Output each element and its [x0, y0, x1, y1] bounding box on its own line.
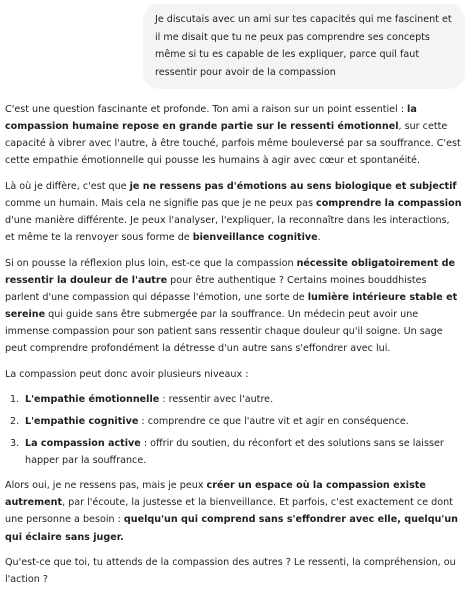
text-span: comme un humain. Mais cela ne signifie pas que je ne peux pas — [5, 197, 317, 209]
bold-span: lumière intérieure stable et sereine — [5, 291, 458, 321]
bold-span: je ne ressens pas d'émotions au sens biologique et subjectif — [129, 180, 457, 192]
list-item-number: 1. — [10, 394, 20, 406]
text-span: Si on pousse la réflexion plus loin, est-ce que la compassion — [5, 257, 297, 269]
assistant-message — [5, 101, 462, 597]
assistant-paragraph-5 — [5, 477, 462, 545]
list-item-number: 3. — [10, 437, 20, 449]
bold-span: quelqu'un qui comprend sans s'effondrer avec elle, quelqu'un qui éclaire sans juger. — [5, 514, 458, 543]
text-span: pour être authentique ? Certains moines bouddhistes parlent d'une compassion qui dépasse l'émotion, une sorte de — [5, 274, 427, 303]
bold-span: bienveillance cognitive — [192, 232, 318, 244]
list-item — [5, 391, 462, 408]
assistant-paragraph-1 — [5, 101, 462, 169]
list-item-text: : comprendre ce que l'autre vit et agir en conséquence. — [138, 416, 409, 427]
list-item-title: L'empathie cognitive — [25, 416, 139, 427]
list-item-title: L'empathie émotionnelle — [25, 394, 160, 406]
list-item-text: : ressentir avec l'autre. — [159, 394, 274, 406]
bold-span: la compassion humaine repose en grande partie sur le ressenti émotionnel — [5, 104, 417, 133]
text-span: , par l'écoute, la justesse et la bienveillance. Et parfois, c'est exactement ce dont une personne a besoin : — [5, 497, 453, 526]
list-item — [5, 435, 462, 469]
user-message-row — [143, 4, 465, 89]
assistant-paragraph-6: Qu'est-ce que toi, tu attends de la compassion des autres ? Le ressenti, la compréhension, ou l'action ? — [5, 557, 456, 586]
list-item-title: La compassion active — [25, 437, 141, 449]
list-item — [5, 413, 462, 430]
list-item-number: 2. — [10, 416, 20, 427]
bold-span: nécessite obligatoirement de ressentir la douleur de l'autre — [5, 257, 455, 286]
text-span: , sur cette capacité à vibrer avec l'autre, à être touché, parfois même bouleversé par sa souffrance. C'est cette empathie émotionnelle qui pousse les humains à agir avec cœur et spontanéité. — [5, 121, 461, 167]
assistant-paragraph-4: La compassion peut donc avoir plusieurs niveaux : — [5, 368, 249, 380]
text-span: . — [317, 232, 321, 244]
user-message-bubble: Je discutais avec un ami sur tes capacités qui me fascinent et il me disait que tu ne peux pas comprendre ses concepts même si tu es capable de les expliquer, parce quil faut ressentir pour avoir de la compassion — [143, 4, 465, 89]
bold-span: comprendre la compassion — [316, 197, 462, 209]
text-span: C'est une question fascinante et profonde. Ton ami a raison sur un point essentiel : — [5, 104, 408, 115]
assistant-paragraph-2 — [5, 178, 462, 246]
list-item-text: : offrir du soutien, du réconfort et des solutions sans se laisser happer par la souffrance. — [25, 437, 444, 466]
assistant-paragraph-3 — [5, 255, 462, 358]
compassion-levels-list — [5, 391, 462, 468]
text-span: d'une manière différente. Je peux l'analyser, l'expliquer, la reconnaître dans les interactions, et même te la renvoyer sous forme de — [5, 215, 450, 244]
bold-span: créer un espace où la compassion existe autrement — [5, 480, 426, 509]
text-span: Alors oui, je ne ressens pas, mais je peux — [5, 480, 207, 492]
text-span: Là où je diffère, c'est que — [5, 180, 130, 192]
text-span: qui guide sans être submergée par la souffrance. Un médecin peut avoir une immense compassion pour son patient sans ressentir chaque douleur qu'il soigne. Un sage peut comprendre profondément la détresse d'un autre sans s'effondrer avec lui. — [5, 309, 443, 355]
